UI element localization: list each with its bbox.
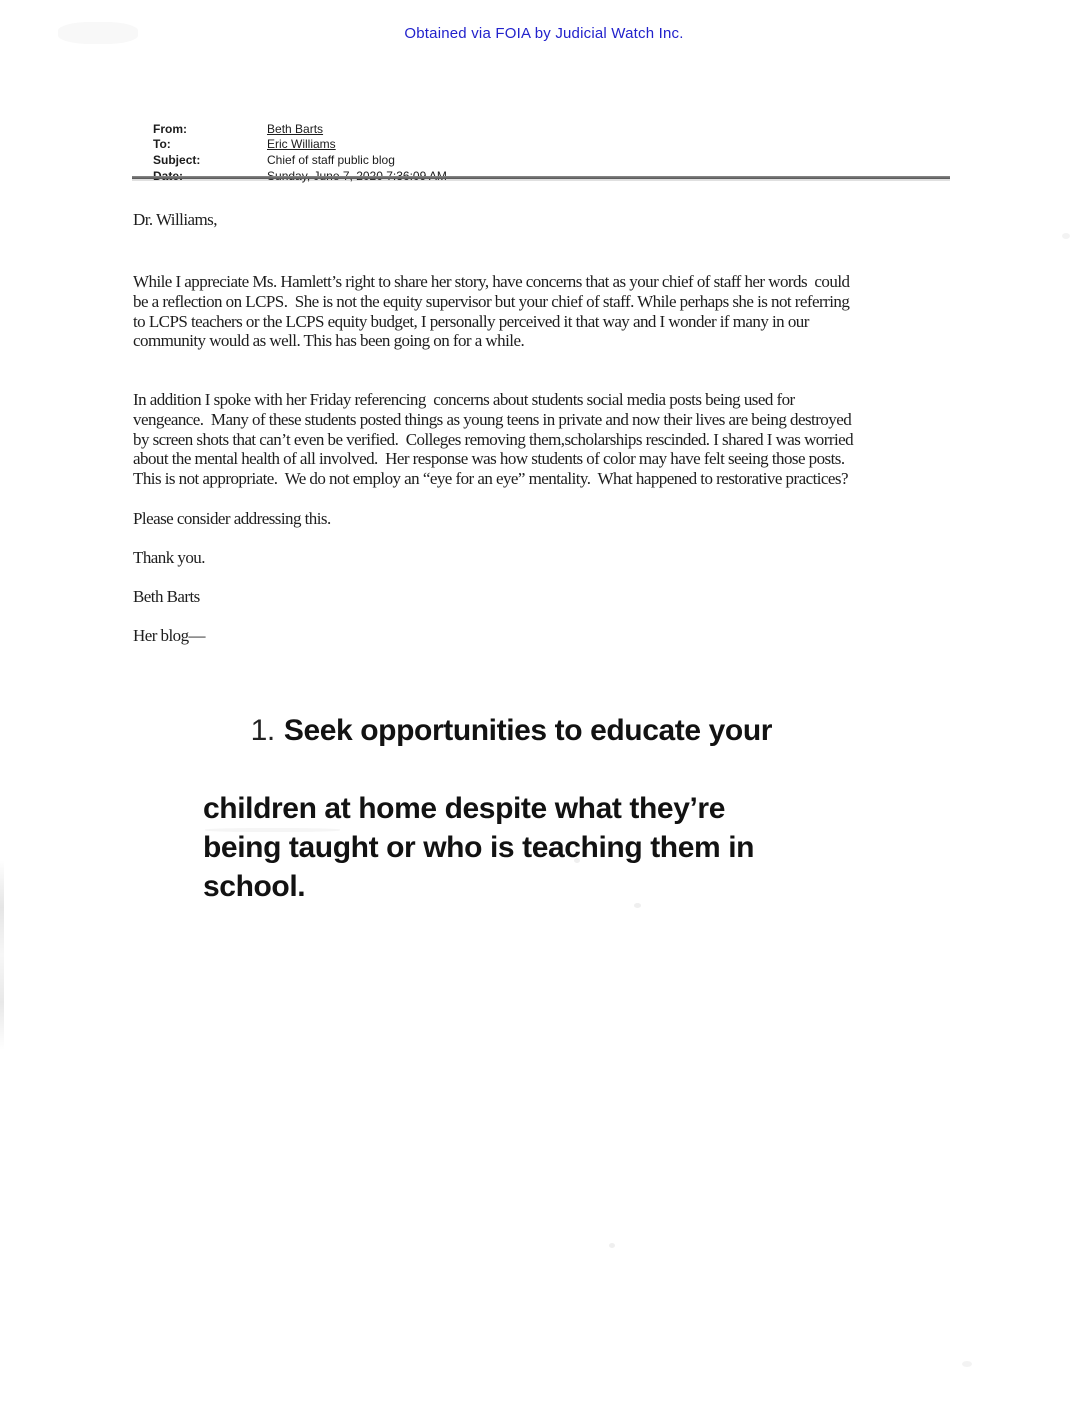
header-label-to: To:: [153, 137, 171, 152]
text-line: vengeance. Many of these students posted things as young teens in private and now their lives are being destroyed: [133, 409, 852, 429]
request-line: [133, 509, 331, 529]
header-label-subject: Subject:: [153, 153, 201, 168]
thanks-line: [133, 548, 205, 568]
text-line: Beth Barts: [133, 587, 200, 606]
quote-line: children at home despite what they’re: [203, 792, 725, 825]
email-header: [133, 106, 447, 169]
text-line: community would as well. This has been going on for a while.: [133, 331, 525, 351]
scan-artifact: [962, 1361, 972, 1367]
foia-watermark: Obtained via FOIA by Judicial Watch Inc.: [404, 25, 684, 42]
text-line: be a reflection on LCPS. She is not the equity supervisor but your chief of staff. While perhaps she is not referring: [133, 291, 850, 311]
header-divider: [132, 176, 950, 179]
signature: [133, 587, 200, 607]
quote-line: school.: [203, 870, 306, 903]
header-label-from: From:: [153, 121, 188, 136]
text-line: about the mental health of all involved. Her response was how students of color may have felt seeing those posts.: [133, 449, 845, 469]
text-line: by screen shots that can’t even be verified. Colleges removing them,scholarships rescinded. I shared I was worried: [133, 429, 854, 449]
scan-artifact: [0, 860, 4, 1050]
blog-intro: [133, 626, 205, 646]
text-line: Her blog—: [133, 626, 206, 645]
salutation: [133, 210, 217, 230]
text-line: to LCPS teachers or the LCPS equity budget, I personally perceived it that way and I wonder if many in our: [133, 311, 809, 331]
text-line: Please consider addressing this.: [133, 509, 331, 528]
scan-artifact: [609, 1243, 615, 1248]
text-line: In addition I spoke with her Friday referencing concerns about students social media posts being used for: [133, 390, 795, 409]
paragraph-2: [133, 390, 853, 489]
header-value-from: Beth Barts: [267, 121, 324, 136]
text-line: While I appreciate Ms. Hamlett’s right to share her story, have concerns that as your chief of staff her words could: [133, 272, 850, 291]
quote-text: Seek opportunities to educate your: [283, 714, 773, 747]
header-value-to: Eric Williams: [267, 137, 336, 152]
scan-artifact: [1062, 233, 1070, 239]
header-row-from: [133, 106, 447, 136]
quote-line: [203, 672, 903, 789]
text-line: Dr. Williams,: [133, 210, 217, 229]
quote-number: 1.: [250, 714, 275, 747]
text-line: Thank you.: [133, 548, 205, 567]
header-value-subject: Chief of staff public blog: [267, 153, 395, 168]
blog-quote: [203, 672, 903, 906]
text-line: This is not appropriate. We do not employ an “eye for an eye” mentality. What happened to restorative practices?: [133, 469, 848, 489]
paragraph-1: [133, 272, 849, 351]
quote-line: being taught or who is teaching them in: [203, 831, 755, 864]
